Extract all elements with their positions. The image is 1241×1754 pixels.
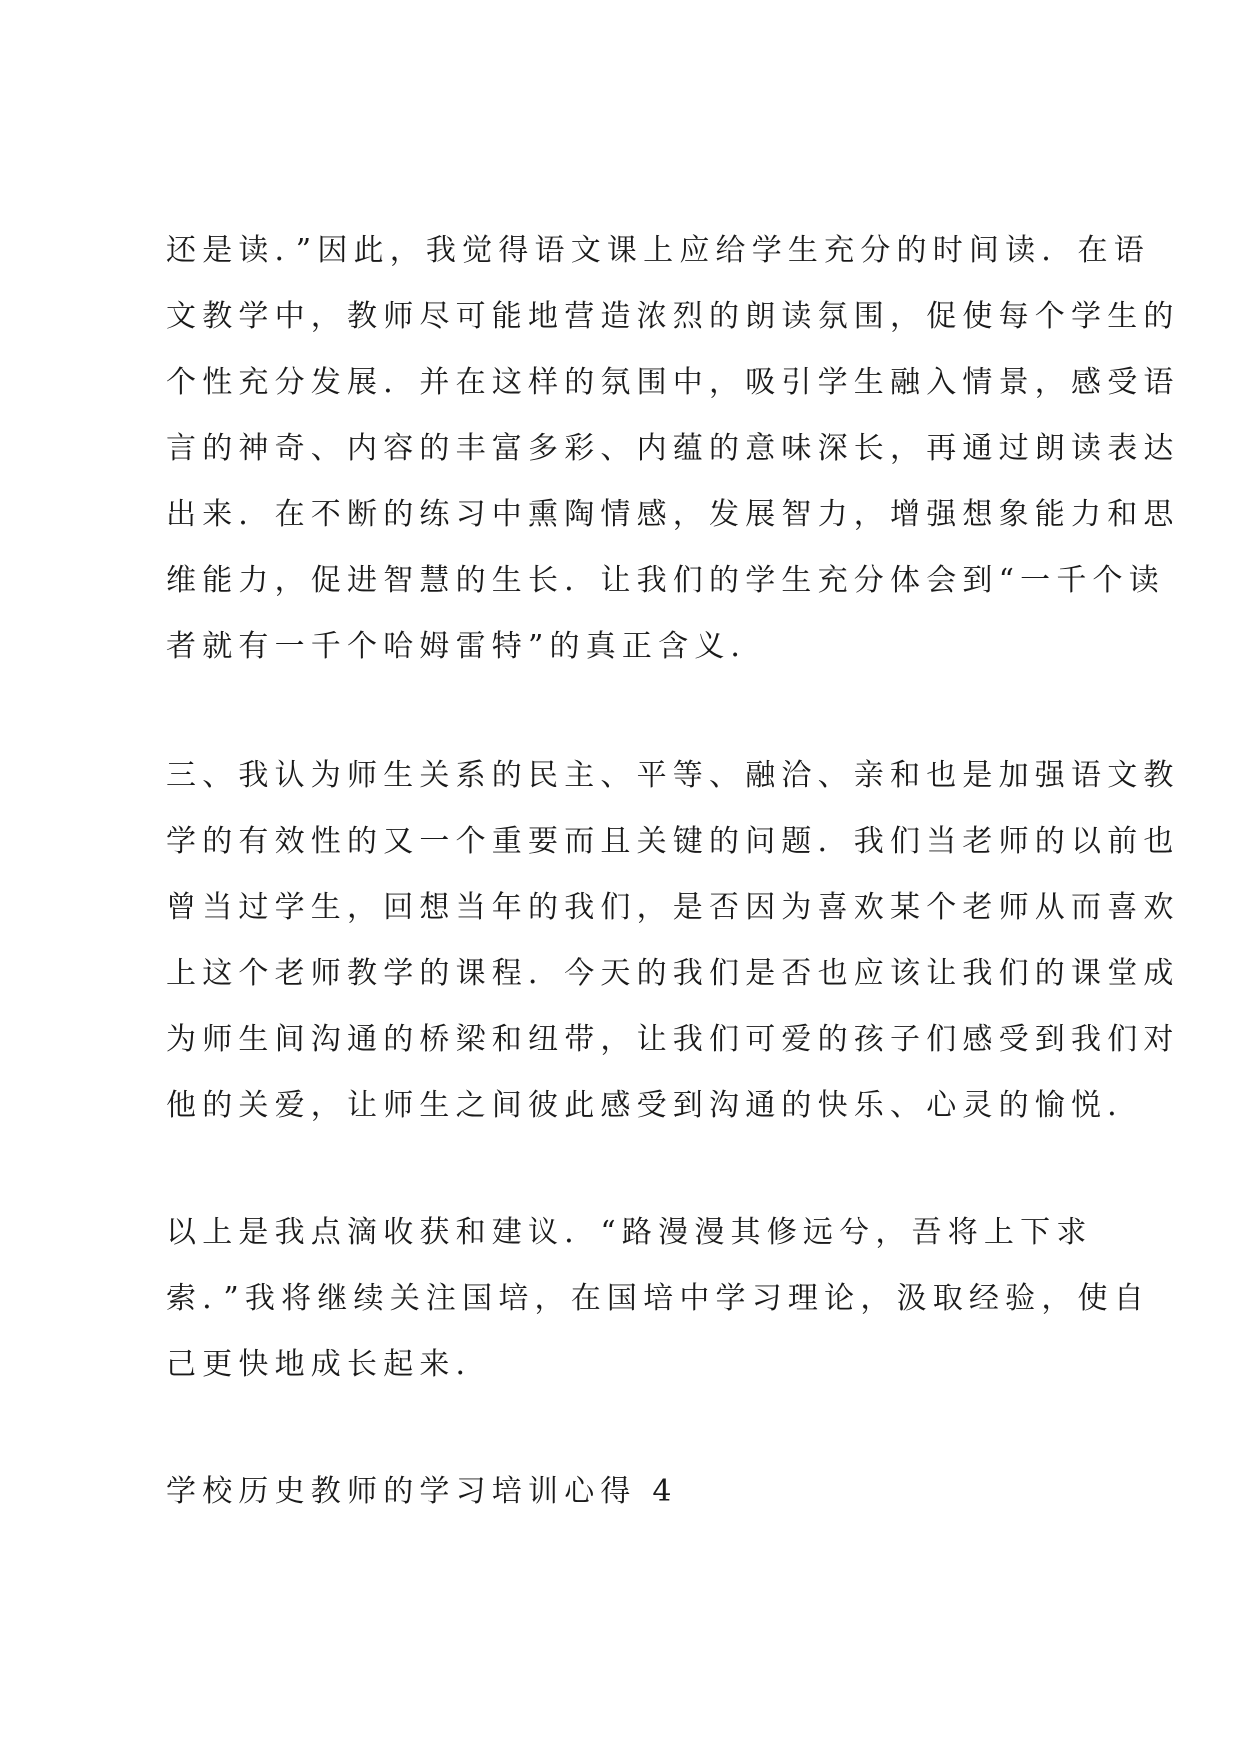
text-line: 言的神奇、内容的丰富多彩、内蕴的意味深长，再通过朗读表达	[166, 431, 1180, 466]
text-line: 索．”我将继续关注国培，在国培中学习理论，汲取经验，使自	[166, 1281, 1150, 1316]
text-line: 维能力，促进智慧的生长．让我们的学生充分体会到“一千个读	[166, 563, 1165, 598]
text-line: 上这个老师教学的课程．今天的我们是否也应该让我们的课堂成	[166, 956, 1180, 991]
text-line: 己更快地成长起来．	[166, 1347, 492, 1382]
text-line: 为师生间沟通的桥梁和纽带，让我们可爱的孩子们感受到我们对	[166, 1022, 1180, 1057]
text-line: 还是读．”因此，我觉得语文课上应给学生充分的时间读．在语	[166, 233, 1150, 268]
text-line: 以上是我点滴收获和建议．“路漫漫其修远兮，吾将上下求	[166, 1215, 1093, 1250]
section-heading	[166, 1459, 1096, 1525]
text-line: 学的有效性的又一个重要而且关键的问题．我们当老师的以前也	[166, 824, 1180, 859]
text-line: 曾当过学生，回想当年的我们，是否因为喜欢某个老师从而喜欢	[166, 890, 1180, 925]
paragraph-reading	[166, 218, 1180, 680]
text-line: 个性充分发展．并在这样的氛围中，吸引学生融入情景，感受语	[166, 365, 1180, 400]
paragraph-conclusion	[166, 1200, 1150, 1398]
text-line: 出来．在不断的练习中熏陶情感，发展智力，增强想象能力和思	[166, 497, 1180, 532]
heading-text: 学校历史教师的学习培训心得 4	[166, 1474, 678, 1509]
paragraph-teacher-student-relationship	[166, 743, 1180, 1139]
text-line: 者就有一千个哈姆雷特”的真正含义．	[166, 629, 767, 664]
text-line: 他的关爱，让师生之间彼此感受到沟通的快乐、心灵的愉悦．	[166, 1088, 1144, 1123]
text-line: 文教学中，教师尽可能地营造浓烈的朗读氛围，促使每个学生的	[166, 299, 1180, 334]
text-line: 三、我认为师生关系的民主、平等、融洽、亲和也是加强语文教	[166, 758, 1180, 793]
